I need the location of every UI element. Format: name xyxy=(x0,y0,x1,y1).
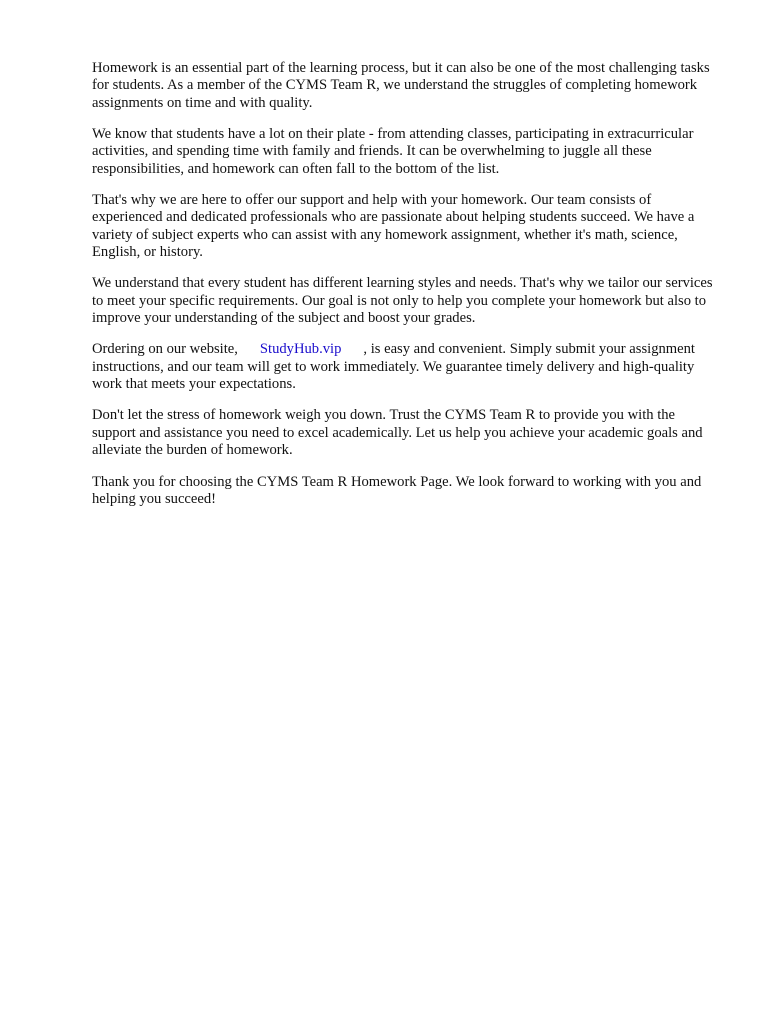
studyhub-link[interactable]: StudyHub.vip xyxy=(259,341,342,358)
ordering-text-after: , is easy and convenient. Simply submit your assignment instructions, and our team will get to work immediately. We guarantee timely delivery and high-quality work that meets your expectations. xyxy=(92,341,695,393)
ordering-text-before: Ordering on our website, xyxy=(92,341,238,358)
paragraph-tailored-services: We understand that every student has different learning styles and needs. That's why we tailor our services to meet your specific requirements. Our goal is not only to help you complete your homework but also to improve your understanding of the subject and boost your grades. xyxy=(92,275,713,327)
paragraph-stress: Don't let the stress of homework weigh you down. Trust the CYMS Team R to provide you with the support and assistance you need to excel academically. Let us help you achieve your academic goals and alleviate the burden of homework. xyxy=(92,407,703,459)
paragraph-intro: Homework is an essential part of the learning process, but it can also be one of the most challenging tasks for students. As a member of the CYMS Team R, we understand the struggles of completing homework assignments on time and with quality. xyxy=(92,60,710,111)
paragraph-ordering xyxy=(92,341,722,393)
document-body xyxy=(92,60,722,522)
paragraph-student-load: We know that students have a lot on their plate - from attending classes, participating in extracurricular activities, and spending time with family and friends. It can be overwhelming to juggle all these responsibilities, and homework can often fall to the bottom of the list. xyxy=(92,126,694,177)
paragraph-team-support: That's why we are here to offer our support and help with your homework. Our team consists of experienced and dedicated professionals who are passionate about helping students succeed. We have a variety of subject experts who can assist with any homework assignment, whether it's math, science, English, or history. xyxy=(92,192,695,261)
paragraph-thank-you: Thank you for choosing the CYMS Team R Homework Page. We look forward to working with you and helping you succeed! xyxy=(92,473,702,507)
